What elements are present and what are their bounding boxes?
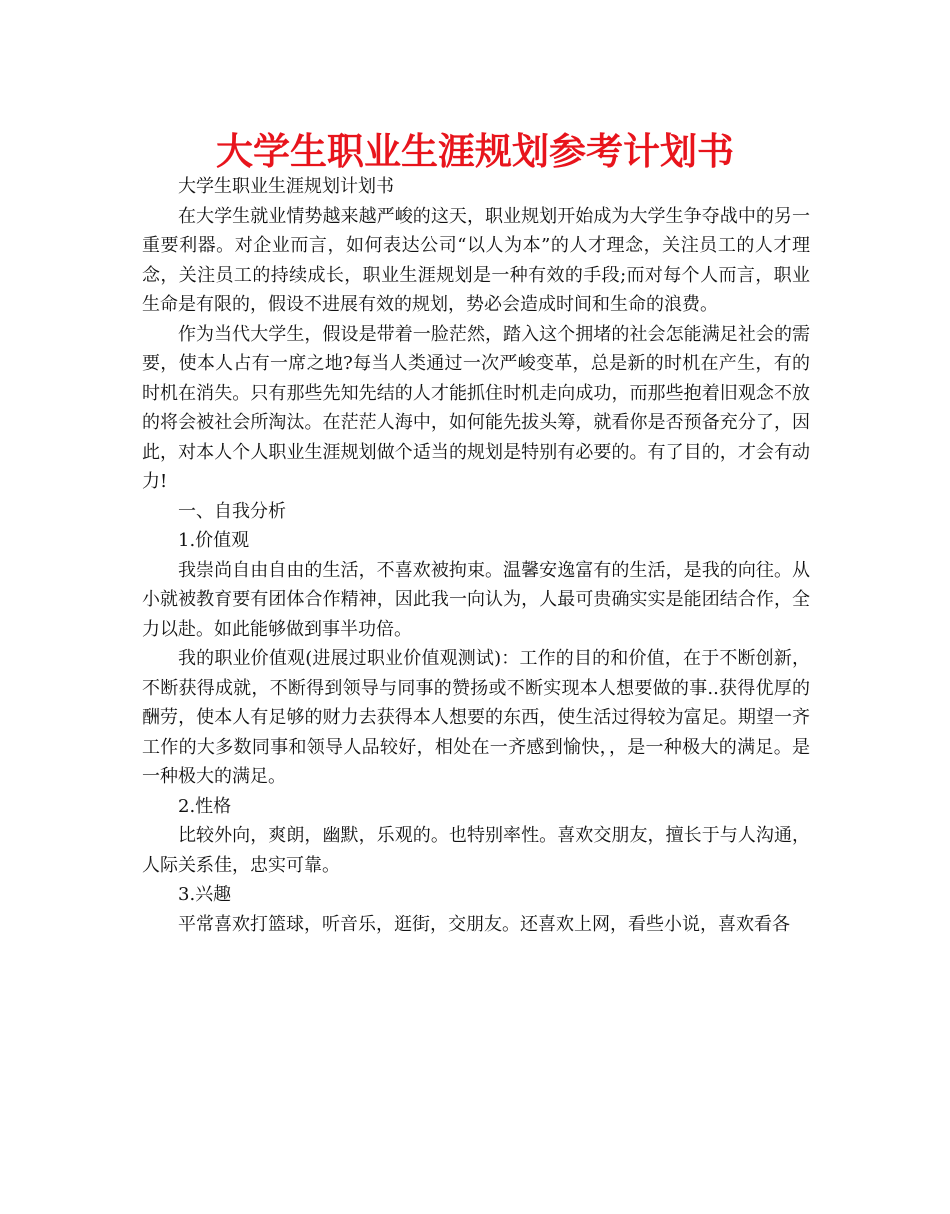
paragraph-intro: 在大学生就业情势越来越严峻的这天，职业规划开始成为大学生争夺战中的另一重要利器。对企业而言，如何表达公司“以人为本”的人才理念，关注员工的人才理念，关注员工的持续成长，职业生涯规划是一种有效的手段;而对每个人而言，职业生命是有限的，假设不进展有效的规划，势必会造成时间和生命的浪费。 (142, 205, 810, 315)
document-title: 大学生职业生涯规划参考计划书 (216, 130, 734, 173)
paragraph-context: 作为当代大学生，假设是带着一脸茫然，踏入这个拥堵的社会怎能满足社会的需要，使本人占有一席之地?每当人类通过一次严峻变革，总是新的时机在产生，有的时机在消失。只有那些先知先结的人才能抓住时机走向成功，而那些抱着旧观念不放的将会被社会所淘汰。在茫茫人海中，如何能先拔头筹，就看你是否预备充分了，因此，对本人个人职业生涯规划做个适当的规划是特别有必要的。有了目的，才会有动力! (142, 323, 810, 492)
paragraph-values-1: 我崇尚自由自由的生活，不喜欢被拘束。温馨安逸富有的生活，是我的向往。从小就被教育要有团体合作精神，因此我一向认为，人最可贵确实实是能团结合作，全力以赴。如此能够做到事半功倍。 (142, 559, 810, 640)
subheading-personality: 2.性格 (178, 795, 232, 817)
subheading-values: 1.价值观 (178, 530, 250, 551)
document-body (142, 172, 810, 939)
subheading-interests: 3.兴趣 (178, 884, 232, 905)
paragraph-values-2: 我的职业价值观(进展过职业价值观测试)：工作的目的和价值，在于不断创新，不断获得成就，不断得到领导与同事的赞扬或不断实现本人想要做的事..获得优厚的酬劳，使本人有足够的财力去获得本人想要的东西，使生活过得较为富足。期望一齐工作的大多数同事和领导人品较好，相处在一齐感到愉快，，是一种极大的满足。是一种极大的满足。 (142, 648, 810, 787)
section-heading-self-analysis: 一、自我分析 (178, 500, 286, 522)
subtitle-line: 大学生职业生涯规划计划书 (178, 176, 394, 197)
paragraph-personality: 比较外向，爽朗，幽默，乐观的。也特别率性。喜欢交朋友，擅长于与人沟通，人际关系佳，忠实可靠。 (142, 825, 810, 876)
paragraph-interests: 平常喜欢打篮球，听音乐，逛街，交朋友。还喜欢上网，看些小说，喜欢看各 (178, 913, 790, 935)
